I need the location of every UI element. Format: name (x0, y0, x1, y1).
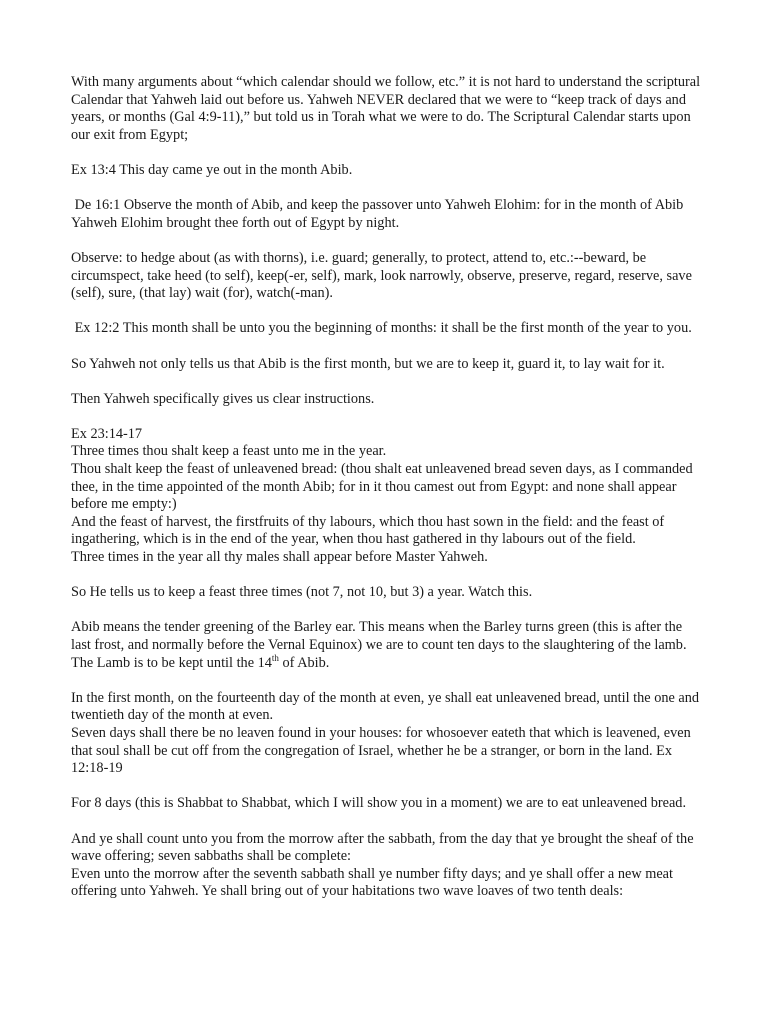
ex12-18-block (71, 690, 701, 778)
ex23-line: Thou shalt keep the feast of unleavened bread: (thou shalt eat unleavened bread seven days, as I commanded thee, in the time appointed of the month Abib; for in it thou camest out from Egypt: and none shall appear before me empty:) (71, 461, 693, 513)
ex23-ref: Ex 23:14-17 (71, 425, 143, 442)
instructions-paragraph: Then Yahweh specifically gives us clear instructions. (71, 390, 375, 407)
ex23-line: Three times in the year all thy males shall appear before Master Yahweh. (71, 549, 488, 566)
document-page (71, 74, 701, 919)
count-block (71, 831, 701, 901)
keep-abib-paragraph: So Yahweh not only tells us that Abib is the first month, but we are to keep it, guard it, to lay wait for it. (71, 355, 665, 372)
ex13-verse: Ex 13:4 This day came ye out in the month Abib. (71, 161, 353, 178)
abib-superscript: th (271, 652, 279, 663)
ex12-18-line: Seven days shall there be no leaven found in your houses: for whosoever eateth that which is leavened, even that soul shall be cut off from the congregation of Israel, whether he be a stranger, or born in the land. Ex 12:18-19 (71, 724, 691, 777)
intro-paragraph: With many arguments about “which calendar should we follow, etc.” it is not hard to understand the scriptural Calendar that Yahweh laid out before us. Yahweh NEVER declared that we were to “keep track of days and years, or months (Gal 4:9-11),” but told us in Torah what we were to do. The Scriptural Calendar starts upon our exit from Egypt; (71, 74, 701, 143)
abib-text: Abib means the tender greening of the Barley ear. This means when the Barley turns green (this is after the last frost, and normally before the Vernal Equinox) we are to count ten days to the slaughtering of the lamb. The Lamb is to be kept until the 14 (71, 619, 687, 671)
ex23-block (71, 426, 701, 567)
ex12-2-verse: Ex 12:2 This month shall be unto you the beginning of months: it shall be the first month of the year to you. (71, 320, 692, 337)
count-line: Even unto the morrow after the seventh sabbath shall ye number fifty days; and ye shall offer a new meat offering unto Yahweh. Ye shall bring out of your habitations two wave loaves of two tenth deals: (71, 865, 673, 900)
three-times-paragraph: So He tells us to keep a feast three times (not 7, not 10, but 3) a year. Watch this. (71, 584, 533, 601)
eight-days-paragraph: For 8 days (this is Shabbat to Shabbat, which I will show you in a moment) we are to eat unleavened bread. (71, 795, 687, 812)
de16-verse: De 16:1 Observe the month of Abib, and keep the passover unto Yahweh Elohim: for in the month of Abib Yahweh Elohim brought thee forth out of Egypt by night. (71, 197, 687, 231)
ex23-line: And the feast of harvest, the firstfruits of thy labours, which thou hast sown in the field: and the feast of ingathering, which is in the end of the year, when thou hast gathered in thy labours out of the field. (71, 513, 665, 548)
abib-tail: of Abib. (278, 654, 330, 671)
ex23-line: Three times thou shalt keep a feast unto me in the year. (71, 443, 387, 460)
ex12-18-line: In the first month, on the fourteenth day of the month at even, ye shall eat unleavened bread, until the one and twentieth day of the month at even. (71, 689, 700, 724)
count-line: And ye shall count unto you from the morrow after the sabbath, from the day that ye brought the sheaf of the wave offering; seven sabbaths shall be complete: (71, 830, 694, 865)
abib-meaning-paragraph (71, 619, 701, 672)
observe-definition: Observe: to hedge about (as with thorns), i.e. guard; generally, to protect, attend to, etc.:--beward, be circumspect, take heed (to self), keep(-er, self), mark, look narrowly, observe, preserve, regard, reserve, save (self), sure, (that lay) wait (for), watch(-man). (71, 249, 692, 302)
